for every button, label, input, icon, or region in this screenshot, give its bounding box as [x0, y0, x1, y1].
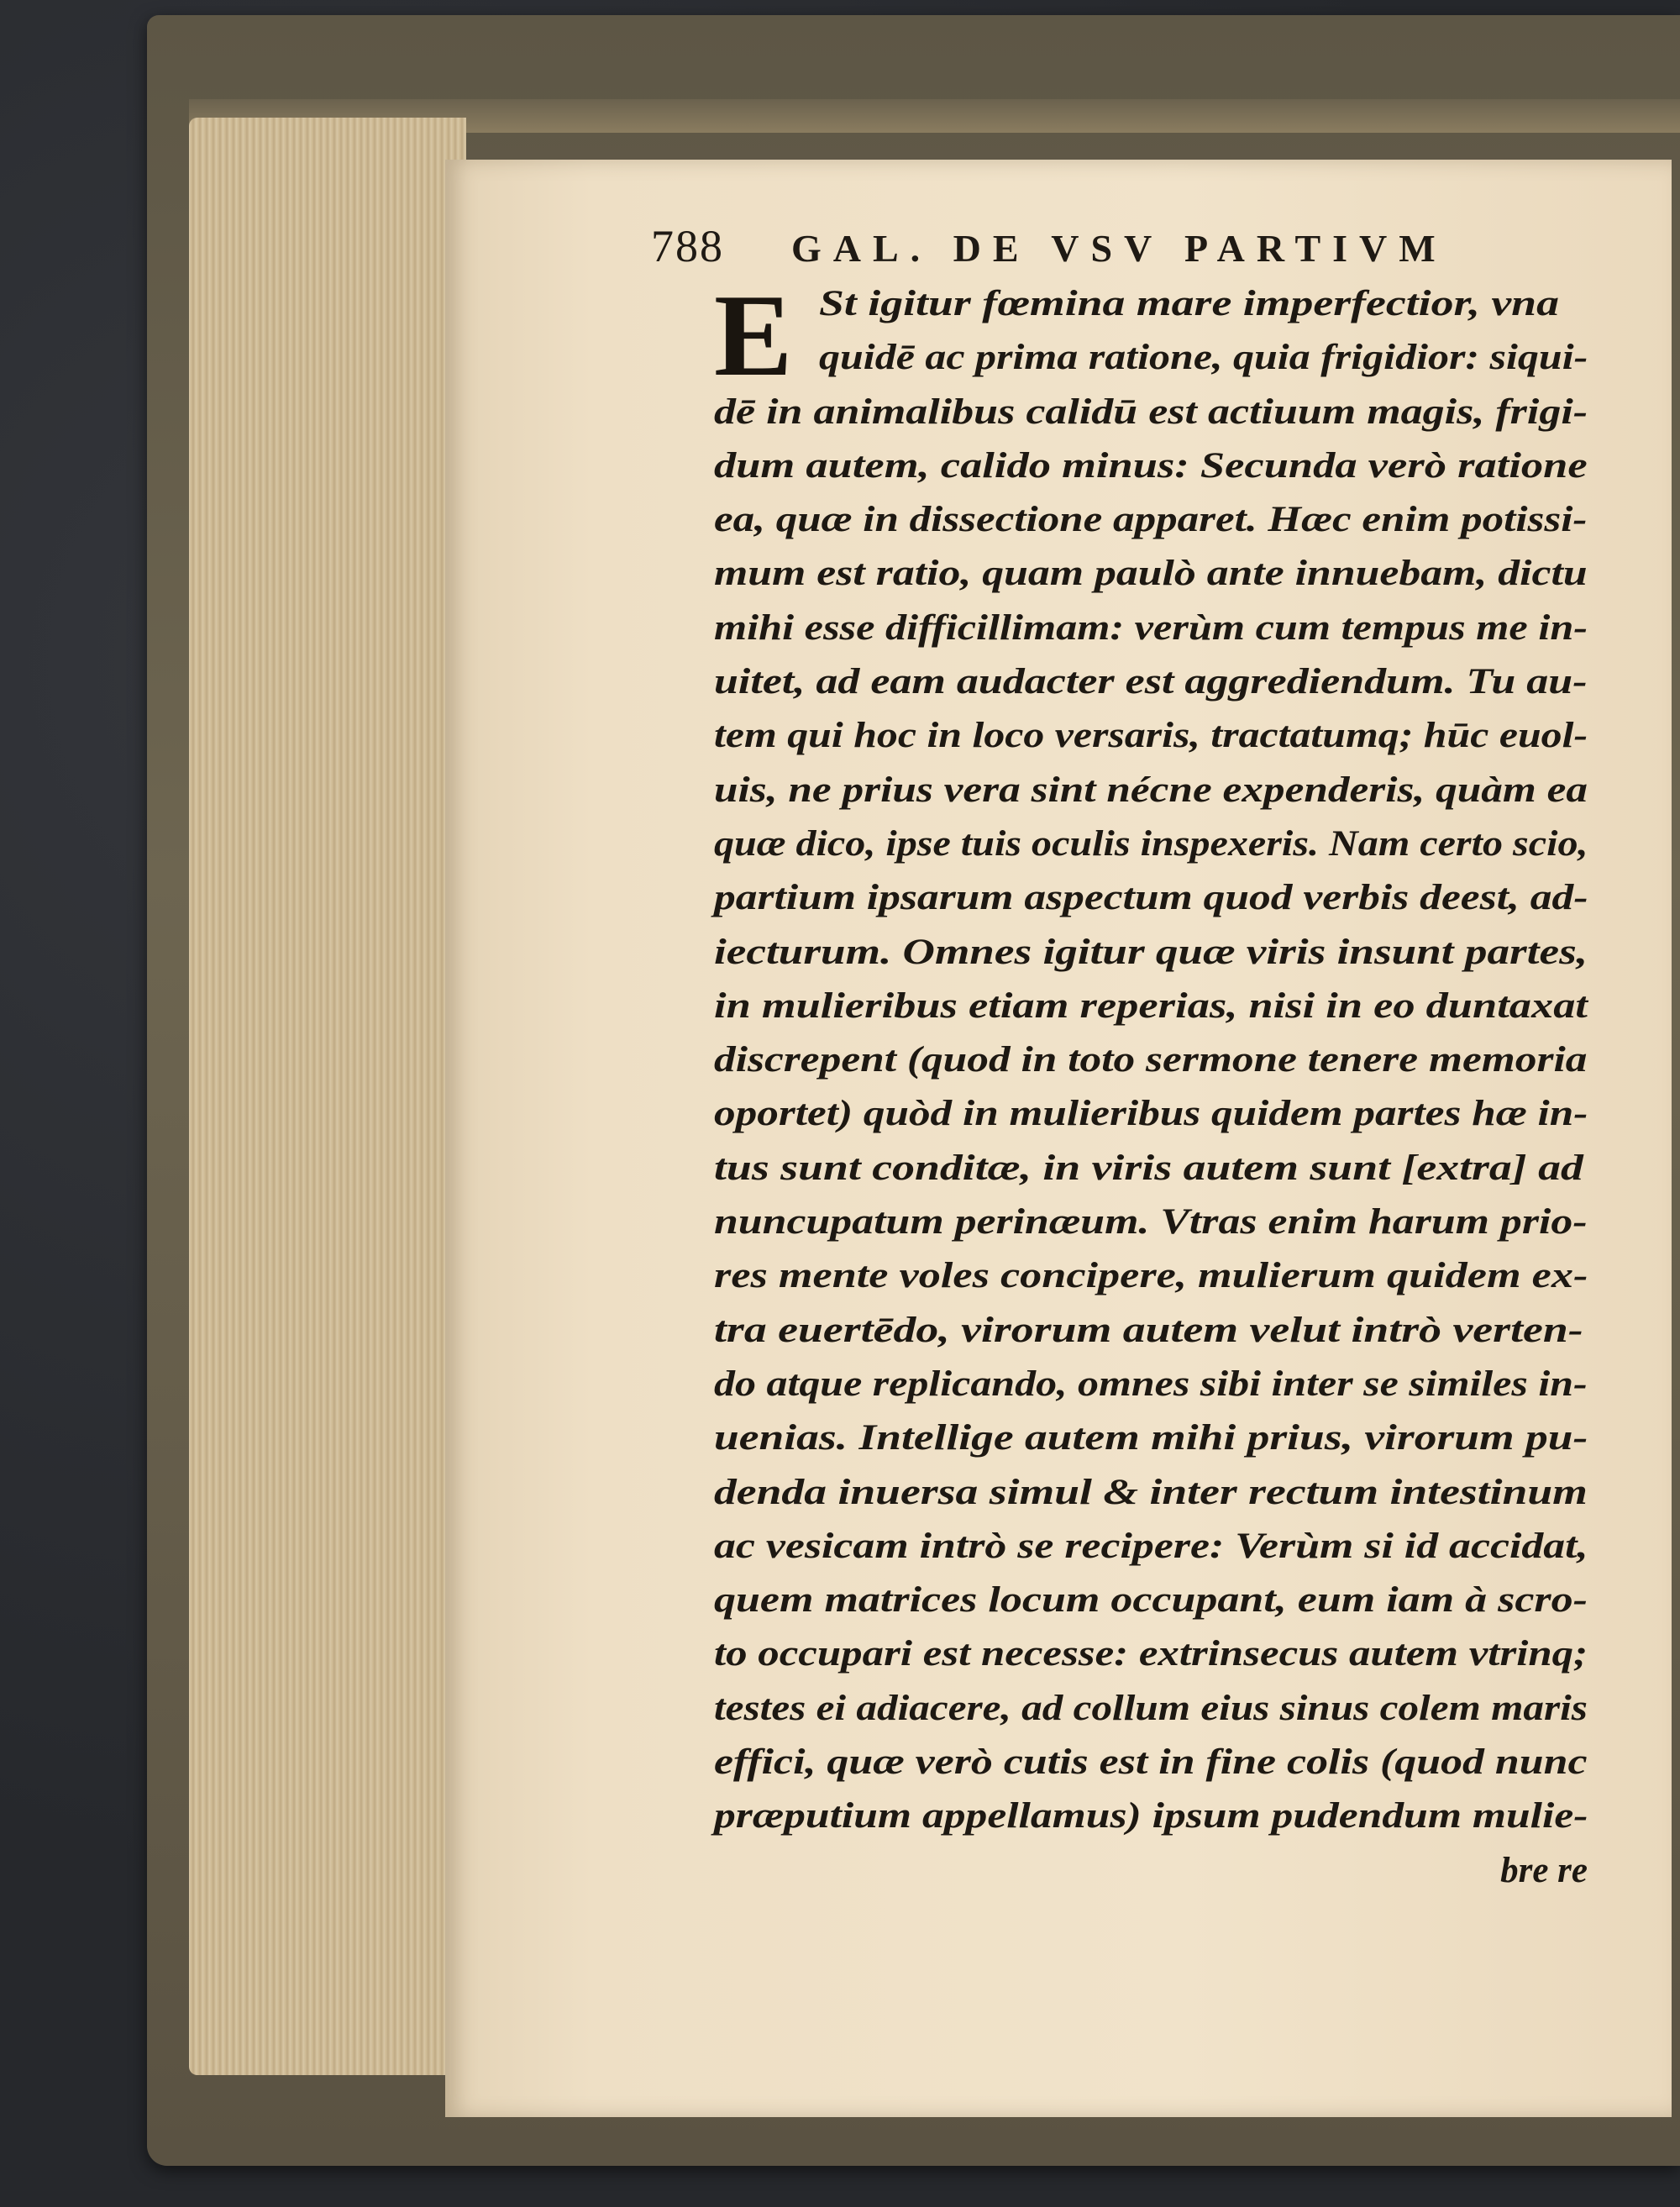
text-line-content: St igitur fœmina mare imperfectior, vna: [819, 284, 1559, 323]
text-line-content: partium ipsarum aspectum quod verbis deest, ad-: [714, 878, 1588, 918]
text-line-content: quæ dico, ipse tuis oculis inspexeris. Nam certo scio,: [714, 823, 1588, 864]
text-line-content: ac vesicam intrò se recipere: Verùm si id accidat,: [714, 1526, 1588, 1566]
page-edges: [189, 118, 466, 2075]
text-line-content: dē in animalibus calidū est actiuum magis, frigi-: [714, 391, 1588, 432]
text-line-content: mihi esse difficillimam: verùm cum tempus me in-: [714, 607, 1588, 648]
text-line: [714, 1520, 1588, 1574]
text-line-content: uitet, ad eam audacter est aggrediendum. Tu au-: [714, 662, 1588, 702]
text-line-content: iecturum. Omnes igitur quæ viris insunt partes,: [714, 932, 1588, 972]
text-line: [714, 655, 1588, 709]
text-line: [714, 1789, 1588, 1843]
text-line: [714, 926, 1588, 980]
text-line: [714, 1249, 1588, 1303]
text-line: [714, 439, 1588, 493]
text-line: [714, 1736, 1588, 1789]
text-line: [714, 602, 1588, 655]
text-line-content: denda inuersa simul & inter rectum intestinum: [714, 1472, 1588, 1512]
text-line: [714, 1033, 1588, 1087]
text-line-content: tem qui hoc in loco versaris, tractatumq; hūc euol-: [714, 716, 1588, 756]
text-line: [714, 1087, 1588, 1141]
text-line-content: oportet) quòd in mulieribus quidem partes hæ in-: [714, 1094, 1588, 1134]
catchword: bre re: [1500, 1850, 1588, 1890]
text-line-content: in mulieribus etiam reperias, nisi in eo duntaxat: [714, 985, 1588, 1026]
text-line-content: to occupari est necesse: extrinsecus autem vtrinq;: [714, 1634, 1588, 1674]
text-line: [714, 1682, 1588, 1736]
text-line: [714, 386, 1588, 439]
text-line-content: tus sunt conditæ, in viris autem sunt [extra] ad: [714, 1148, 1583, 1188]
text-line: [714, 277, 1588, 331]
text-line: [714, 1574, 1588, 1627]
text-line: [714, 331, 1588, 385]
text-line-content: discrepent (quod in toto sermone tenere memoria: [714, 1040, 1588, 1080]
text-line-content: quidē ac prima ratione, quia frigidior: siqui-: [819, 338, 1588, 378]
text-line-content: tra euertēdo, virorum autem velut intrò verten-: [714, 1310, 1583, 1350]
text-line-content: do atque replicando, omnes sibi inter se similes in-: [714, 1364, 1588, 1404]
drop-cap: E: [714, 271, 793, 401]
text-line-content: testes ei adiacere, ad collum eius sinus colem maris: [714, 1688, 1588, 1728]
text-line-content: præputium appellamus) ipsum pudendum mulie-: [714, 1796, 1588, 1837]
text-line: [714, 493, 1588, 547]
text-line-content: ea, quæ in dissectione apparet. Hæc enim potissi-: [714, 500, 1588, 540]
text-line-content: mum est ratio, quam paulò ante innuebam, dictu: [714, 554, 1588, 594]
text-line: [714, 1358, 1588, 1411]
text-line: [714, 1627, 1588, 1681]
text-line-content: uenias. Intellige autem mihi prius, virorum pu-: [714, 1418, 1588, 1458]
text-line: [714, 871, 1588, 925]
text-line-content: res mente voles concipere, mulierum quidem ex-: [714, 1256, 1588, 1296]
text-line-content: effici, quæ verò cutis est in fine colis (quod nunc: [714, 1742, 1588, 1783]
text-line: [714, 547, 1588, 601]
text-line: [714, 1411, 1588, 1465]
text-line-content: dum autem, calido minus: Secunda verò ratione: [714, 445, 1588, 486]
text-line-content: quem matrices locum occupant, eum iam à scro-: [714, 1580, 1588, 1621]
text-line: [714, 1195, 1588, 1249]
text-line-content: nuncupatum perinæum. Vtras enim harum prio-: [714, 1202, 1588, 1243]
page-number: 788: [651, 221, 724, 271]
text-line: [714, 1304, 1588, 1358]
text-line: [714, 709, 1588, 763]
text-line: [714, 764, 1588, 817]
text-line: [714, 817, 1588, 871]
running-head: GAL. DE VSV PARTIVM: [791, 227, 1447, 270]
text-line-content: uis, ne prius vera sint nécne expenderis, quàm ea: [714, 770, 1588, 810]
page-header: [651, 220, 1491, 271]
text-line: [714, 1466, 1588, 1520]
text-line: [714, 1142, 1588, 1195]
text-line: [714, 980, 1588, 1033]
text-block: [714, 271, 1588, 1898]
